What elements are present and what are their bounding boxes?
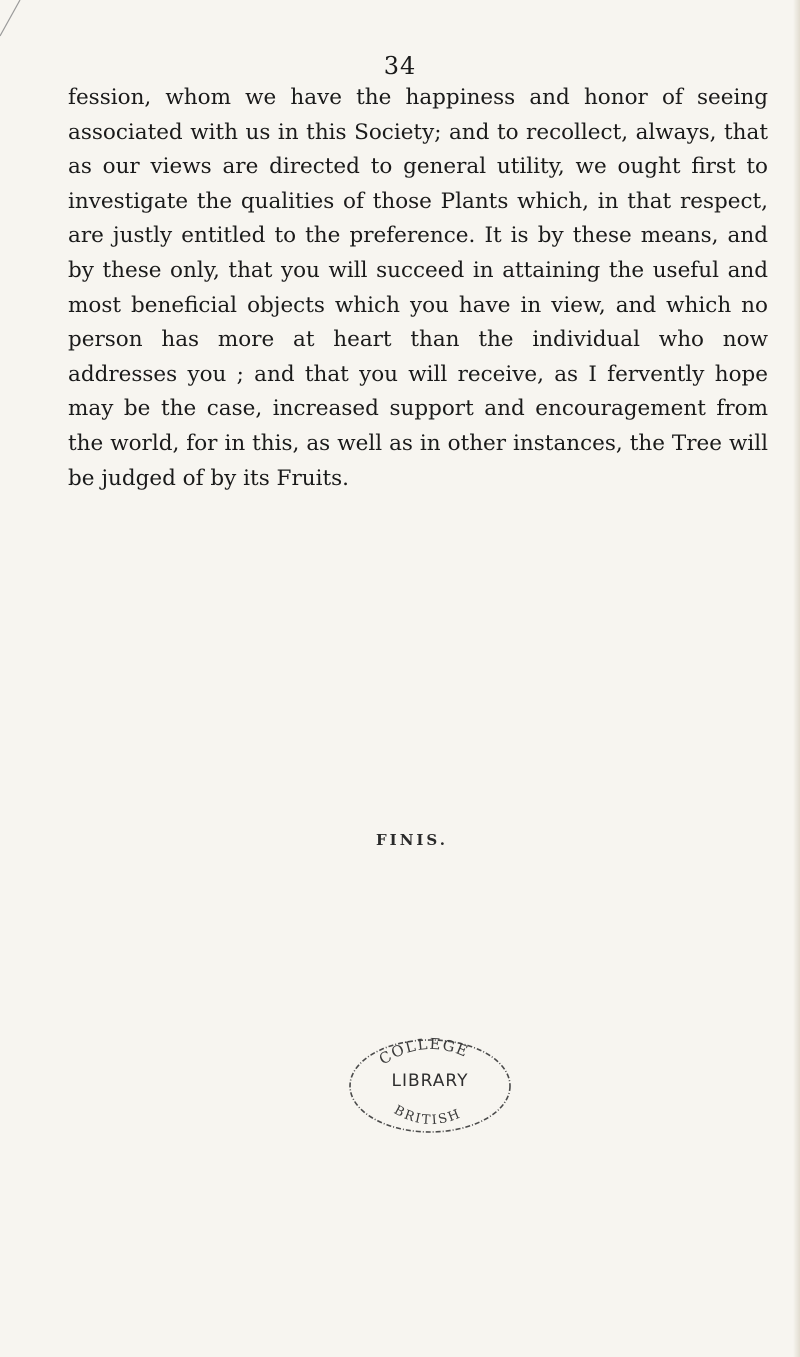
body-line: associated with us in this Society; and to recollect, always, [68, 119, 717, 145]
body-line: well as in other instances, the Tree will be judged of by [68, 430, 768, 491]
body-line: its Fruits. [243, 465, 349, 491]
stamp-top-text: COLLEGE [375, 1034, 472, 1069]
body-line: that respect, are justly entitled to the preference. It is by [68, 188, 768, 249]
stamp-center-text: LIBRARY [391, 1071, 469, 1091]
body-paragraph [68, 81, 768, 496]
page-number: 34 [383, 52, 417, 80]
body-line: that as our views are directed to general utility, we ought [68, 119, 768, 180]
page-corner-fold-line [0, 0, 40, 40]
page-edge-shadow [793, 0, 800, 1357]
body-line: have in view, and which no person has more at heart than [68, 292, 768, 353]
body-line: attaining the useful and most beneficial objects which you [68, 257, 768, 318]
body-line: first to investigate the qualities of those Plants which, in [68, 154, 768, 214]
body-line: the individual who now addresses you ; and that you will [68, 327, 768, 387]
body-line: receive, as I fervently hope may be the case, increased [68, 361, 768, 422]
body-line: support and encouragement from the world, for in this, as [68, 396, 768, 456]
finis-heading: FINIS. [376, 831, 448, 849]
body-line: these means, and by these only, that you will succeed in [68, 223, 768, 283]
stamp-bottom-text: BRITISH [391, 1102, 464, 1129]
body-line: fession, whom we have the happiness and honor of seeing [68, 85, 768, 110]
library-stamp [335, 1028, 525, 1140]
